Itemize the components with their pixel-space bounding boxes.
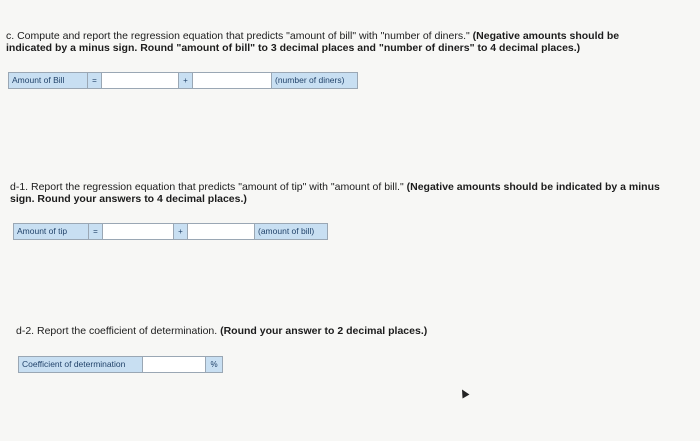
question-c-prompt: c. Compute and report the regression equation that predicts "amount of bill" with "number of diners." <box>6 30 473 42</box>
question-c-instruction: (Negative amounts should be indicated by a minus sign. Round "amount of bill" to 3 decimal places and "number of diners" to 4 decimal places.) <box>6 30 620 54</box>
equals-sign: = <box>89 224 103 239</box>
question-d2-instruction: (Round your answer to 2 decimal places.) <box>220 325 428 337</box>
question-d2-prompt: d-2. Report the coefficient of determination. <box>16 325 221 337</box>
equation-row-c <box>8 72 358 89</box>
question-c-text <box>6 30 666 54</box>
equals-sign: = <box>88 73 102 88</box>
equation-row-d1 <box>13 223 328 240</box>
coefficient-row <box>18 356 223 373</box>
percent-sign: % <box>206 357 222 372</box>
question-d1-text <box>10 181 670 205</box>
question-d1-instruction: (Negative amounts should be indicated by a minus sign. Round your answers to 4 decimal places.) <box>10 181 660 205</box>
plus-sign: + <box>179 73 193 88</box>
amount-of-bill-unit-label: (amount of bill) <box>255 224 327 239</box>
coefficient-input[interactable] <box>143 357 206 372</box>
amount-of-bill-label: Amount of Bill <box>9 73 88 88</box>
bill-slope-input[interactable] <box>193 73 272 88</box>
tip-slope-input[interactable] <box>188 224 255 239</box>
plus-sign: + <box>174 224 188 239</box>
number-of-diners-label: (number of diners) <box>272 73 357 88</box>
question-d2-text <box>16 325 676 337</box>
bill-intercept-input[interactable] <box>102 73 179 88</box>
coefficient-of-determination-label: Coefficient of determination <box>19 357 143 372</box>
question-d1-prompt: d-1. Report the regression equation that predicts "amount of tip" with "amount of bill." <box>10 181 407 193</box>
tip-intercept-input[interactable] <box>103 224 174 239</box>
mouse-cursor-icon <box>459 388 470 399</box>
amount-of-tip-label: Amount of tip <box>14 224 89 239</box>
